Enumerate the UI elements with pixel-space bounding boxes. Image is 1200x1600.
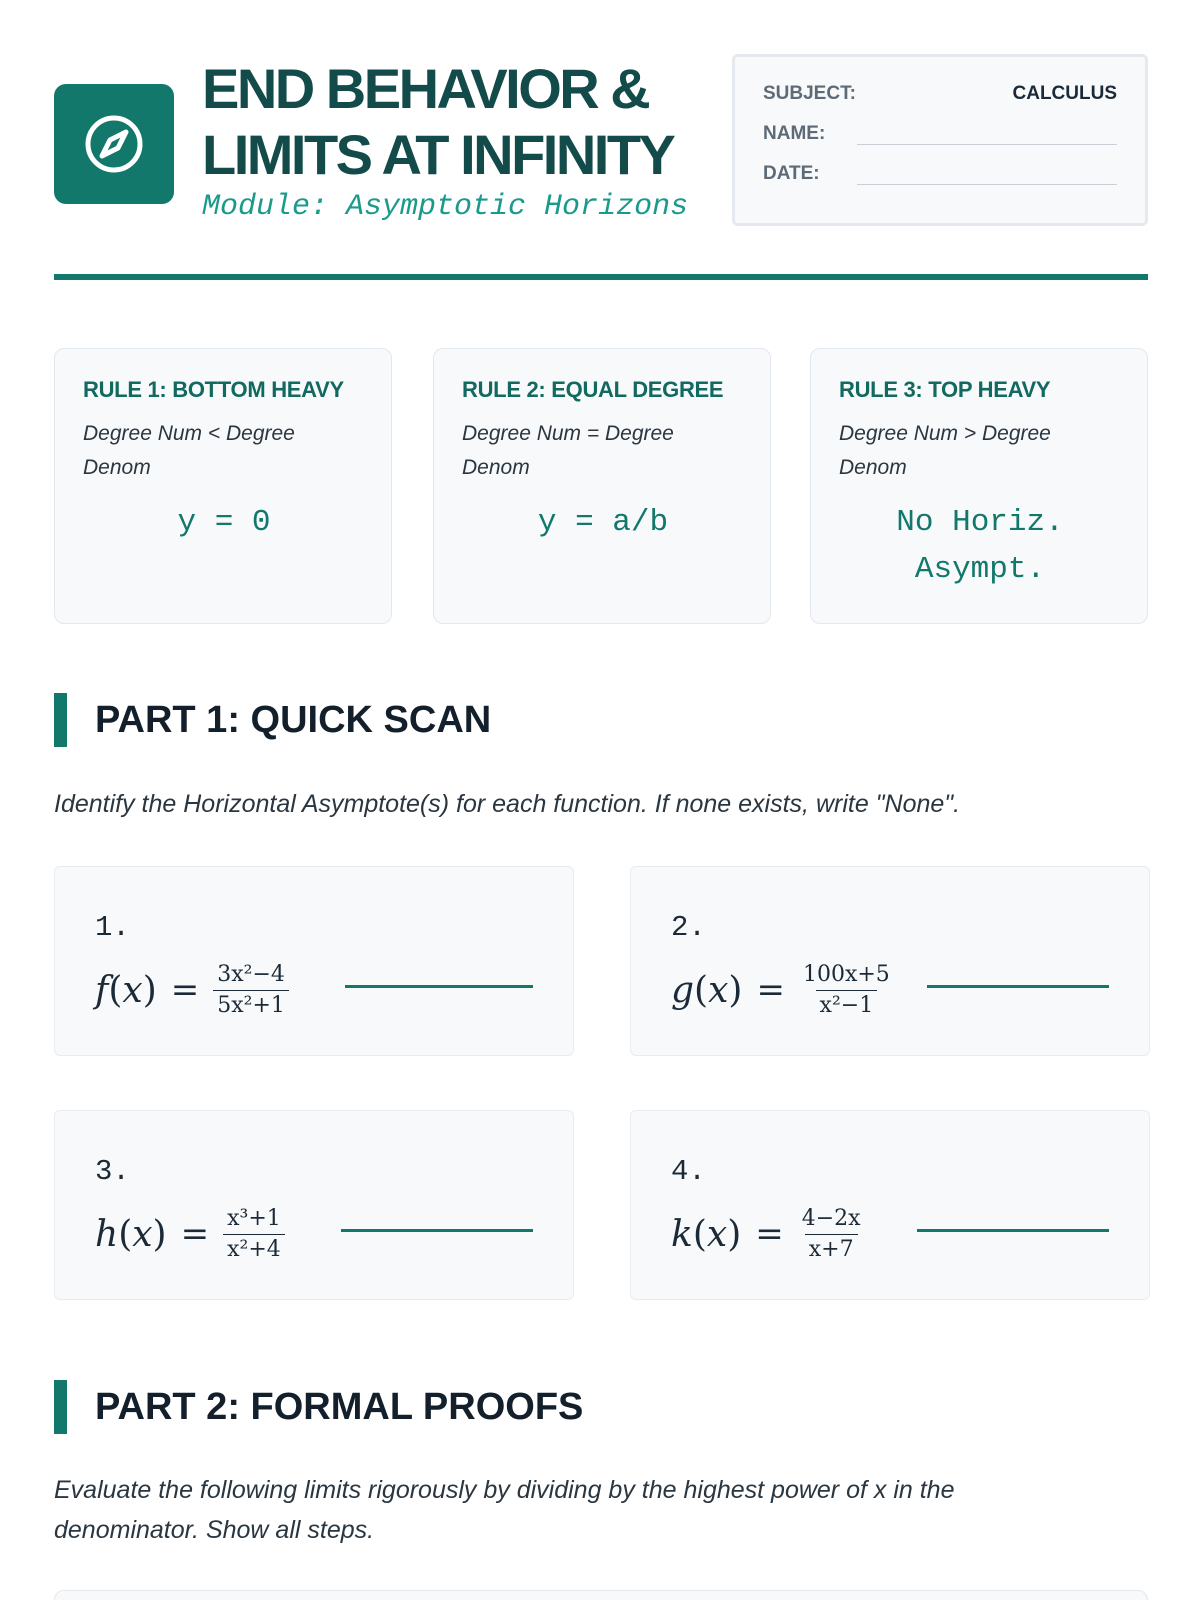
denominator: x+7	[805, 1234, 858, 1263]
problem-card-2	[630, 866, 1150, 1056]
numerator: 4−2x	[801, 1205, 861, 1231]
denominator: 5x²+1	[213, 990, 289, 1019]
rule-formula: y = a/b	[537, 505, 669, 540]
rule-formula: y = 0	[177, 505, 271, 540]
numerator: 3x²−4	[217, 961, 285, 987]
header-divider	[54, 274, 1148, 280]
name-field[interactable]	[857, 123, 1117, 145]
date-field[interactable]	[857, 163, 1117, 185]
function-expression: k(x) = $\frac{4-2x}{x+7}$	[671, 1199, 865, 1269]
rule-formula: No Horiz. Asympt.	[896, 505, 1064, 587]
function-expression: f(x) = $\frac{\text{3x²−4}}{\text{5x²+1}}$	[95, 955, 289, 1025]
answer-line[interactable]	[927, 985, 1109, 988]
part1-heading	[54, 693, 491, 747]
rule-card-2	[433, 348, 771, 624]
rule-title: RULE 1: BOTTOM HEAVY	[83, 377, 344, 402]
problem-card-4	[630, 1110, 1150, 1300]
denominator: x²+4	[223, 1234, 285, 1263]
rule-description: Degree Num > Degree Denom	[839, 422, 1051, 479]
answer-line[interactable]	[345, 985, 533, 988]
problem-card-3	[54, 1110, 574, 1300]
compass-icon	[82, 112, 146, 176]
section-marker	[54, 1380, 67, 1434]
fraction	[798, 1206, 865, 1263]
date-label: DATE:	[763, 163, 820, 184]
name-row	[763, 123, 1117, 145]
student-info-card	[732, 54, 1148, 226]
section-marker	[54, 693, 67, 747]
subject-value: CALCULUS	[1012, 83, 1117, 104]
rule-card-3	[810, 348, 1148, 624]
section-title: PART 2: FORMAL PROOFS	[95, 1385, 584, 1428]
answer-line[interactable]	[341, 1229, 533, 1232]
title-block	[202, 56, 722, 224]
function-lhs: f(x)	[95, 969, 157, 1011]
rule-card-1	[54, 348, 392, 624]
function-lhs: h(x)	[95, 1213, 167, 1255]
part1-instructions: Identify the Horizontal Asymptote(s) for each function. If none exists, write "None".	[54, 790, 961, 818]
fraction	[223, 1206, 285, 1263]
date-row	[763, 163, 1117, 185]
section-title: PART 1: QUICK SCAN	[95, 698, 492, 741]
fraction	[213, 962, 289, 1019]
name-label: NAME:	[763, 123, 826, 144]
problem-number: 4.	[671, 1155, 706, 1188]
rule-description: Degree Num < Degree Denom	[83, 422, 295, 479]
proof-card	[54, 1590, 1148, 1600]
problem-card-1	[54, 866, 574, 1056]
part2-heading	[54, 1380, 583, 1434]
rule-title: RULE 2: EQUAL DEGREE	[462, 377, 724, 402]
subject-row	[763, 83, 1117, 105]
denominator: x²−1	[816, 990, 878, 1019]
function-lhs: k(x)	[671, 1213, 742, 1255]
function-expression: h(x) = $\frac{\text{x³+1}}{\text{x²+4}}$	[95, 1199, 285, 1269]
subject-label: SUBJECT:	[763, 83, 856, 104]
logo	[54, 84, 174, 204]
problem-number: 2.	[671, 911, 706, 944]
module-subtitle: Module: Asymptotic Horizons	[202, 190, 689, 224]
rule-title: RULE 3: TOP HEAVY	[839, 377, 1051, 402]
function-lhs: g(x)	[671, 969, 743, 1011]
page-title-line1: END BEHAVIOR &	[202, 57, 649, 120]
answer-line[interactable]	[917, 1229, 1109, 1232]
function-expression: g(x) = $\frac{100x+5}{\text{x²−1}}$	[671, 955, 894, 1025]
problem-number: 1.	[95, 911, 130, 944]
fraction	[799, 962, 894, 1019]
numerator: x³+1	[227, 1205, 281, 1231]
part2-instructions: Evaluate the following limits rigorously by dividing by the highest power of x in the denominator. Show all steps.	[54, 1476, 955, 1544]
numerator: 100x+5	[802, 961, 890, 987]
page-title-line2: LIMITS AT INFINITY	[202, 123, 674, 186]
problem-number: 3.	[95, 1155, 130, 1188]
rule-description: Degree Num = Degree Denom	[462, 422, 674, 479]
